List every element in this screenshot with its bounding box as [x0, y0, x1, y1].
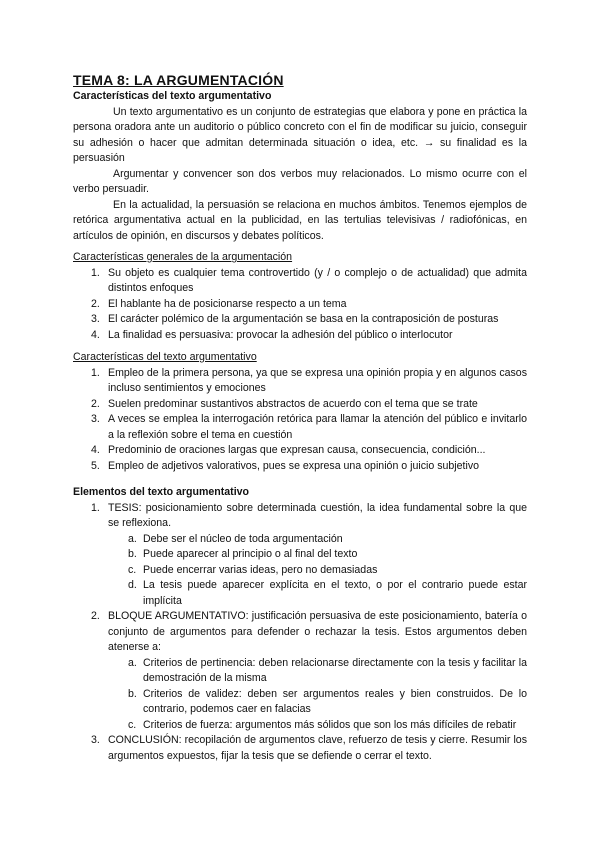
item-letter: a. [128, 656, 137, 669]
page-title: TEMA 8: LA ARGUMENTACIÓN [73, 72, 284, 88]
item-text: Empleo de adjetivos valorativos, pues se expresa una opinión o juicio subjetivo [108, 459, 480, 472]
paragraph: En la actualidad, la persuasión se relaciona en muchos ámbitos. Tenemos ejemplos de retórica argumentativa actual en la publicidad, en las tertulias televisivas / radiofónicas, en artículos de opinión, en discursos y debates políticos. [73, 198, 527, 242]
item-text: Empleo de la primera persona, ya que se expresa una opinión propia y en algunos casos incluso sentimientos y emociones [108, 366, 527, 394]
general-list [73, 266, 527, 344]
list-item [73, 397, 527, 413]
general-section [73, 250, 527, 343]
item-text: CONCLUSIÓN: recopilación de argumentos clave, refuerzo de tesis y cierre. Resumir los argumentos expuestos, fijar la tesis que se defiende o cerrar el texto. [108, 734, 527, 762]
item-number: 4. [91, 444, 100, 456]
item-number: 2. [91, 397, 100, 410]
item-letter: b. [128, 548, 137, 560]
list-item [73, 412, 527, 443]
item-text: A veces se emplea la interrogación retórica para llamar la atención del público e invitarlo a la reflexión sobre el tema en cuestión [108, 413, 527, 441]
section-heading: Características generales de la argumentación [73, 251, 293, 263]
item-text: Criterios de fuerza: argumentos más sólidos que son los más difíciles de rebatir [143, 718, 517, 731]
item-number: 1. [91, 266, 100, 279]
sub-item [73, 547, 527, 563]
features-section [73, 350, 527, 474]
item-letter: c. [128, 563, 137, 576]
features-list [73, 366, 527, 475]
list-item [73, 366, 527, 397]
section-heading: Elementos del texto argumentativo [73, 486, 250, 498]
sub-item [73, 532, 527, 548]
item-number: 3. [91, 413, 100, 425]
item-letter: d. [128, 579, 137, 591]
item-text: El carácter polémico de la argumentación se basa en la contraposición de posturas [108, 313, 499, 325]
paragraph: Un texto argumentativo es un conjunto de estrategias que elabora y pone en práctica la persona oradora ante un auditorio o público concreto con el fin de modificar su juicio, conseguir su adhesión o hacer que admitan determinada situación o idea, etc. → su finalidad es la persuasión [73, 105, 527, 164]
item-text: Su objeto es cualquier tema controvertido (y / o complejo o de actualidad) que admita distintos enfoques [108, 266, 527, 294]
sub-item [73, 578, 527, 609]
list-item [73, 266, 527, 297]
item-text: La finalidad es persuasiva: provocar la adhesión del público o interlocutor [108, 328, 453, 341]
list-item-tesis [73, 501, 527, 532]
elements-section [73, 485, 527, 764]
item-number: 1. [91, 366, 100, 379]
item-text: Suelen predominar sustantivos abstractos de acuerdo con el tema que se trate [108, 397, 478, 410]
item-number: 5. [91, 459, 100, 472]
elements-list [73, 501, 527, 765]
item-letter: b. [128, 687, 137, 700]
section-heading: Características del texto argumentativo [73, 90, 272, 102]
item-number: 4. [91, 328, 100, 341]
item-text: Debe ser el núcleo de toda argumentación [143, 532, 343, 545]
item-number: 1. [91, 501, 100, 514]
intro-section [73, 71, 527, 244]
item-text: Criterios de pertinencia: deben relacionarse directamente con la tesis y facilitar la demostración de la misma [143, 656, 527, 684]
list-item [73, 459, 527, 475]
paragraph: Argumentar y convencer son dos verbos muy relacionados. Lo mismo ocurre con el verbo persuadir. [73, 167, 527, 195]
item-number: 2. [91, 610, 100, 622]
item-number: 3. [91, 313, 100, 325]
item-text: El hablante ha de posicionarse respecto a un tema [108, 297, 347, 310]
item-text: Puede aparecer al principio o al final del texto [143, 548, 358, 560]
item-text: Puede encerrar varias ideas, pero no demasiadas [143, 563, 378, 576]
sub-item [73, 718, 527, 734]
list-item [73, 328, 527, 344]
sub-item [73, 687, 527, 718]
item-number: 3. [91, 734, 100, 746]
item-text: TESIS: posicionamiento sobre determinada cuestión, la idea fundamental sobre la que se reflexiona. [108, 501, 527, 529]
item-text: Criterios de validez: deben ser argumentos reales y bien construidos. De lo contrario, podemos caer en falacias [143, 687, 527, 715]
sub-item [73, 563, 527, 579]
list-item [73, 312, 527, 328]
item-number: 2. [91, 297, 100, 310]
list-item [73, 297, 527, 313]
item-letter: a. [128, 532, 137, 545]
item-text: BLOQUE ARGUMENTATIVO: justificación persuasiva de este posicionamiento, batería o conjunto de argumentos para defender o rechazar la tesis. Estos argumentos deben atenerse a: [108, 610, 527, 653]
list-item-bloque [73, 609, 527, 656]
item-text: La tesis puede aparecer explícita en el texto, o por el contrario puede estar implícita [143, 579, 527, 607]
sub-item [73, 656, 527, 687]
section-heading: Características del texto argumentativo [73, 351, 257, 363]
list-item [73, 443, 527, 459]
list-item-conclusion [73, 733, 527, 764]
item-letter: c. [128, 718, 137, 731]
item-text: Predominio de oraciones largas que expresan causa, consecuencia, condición... [108, 444, 486, 456]
